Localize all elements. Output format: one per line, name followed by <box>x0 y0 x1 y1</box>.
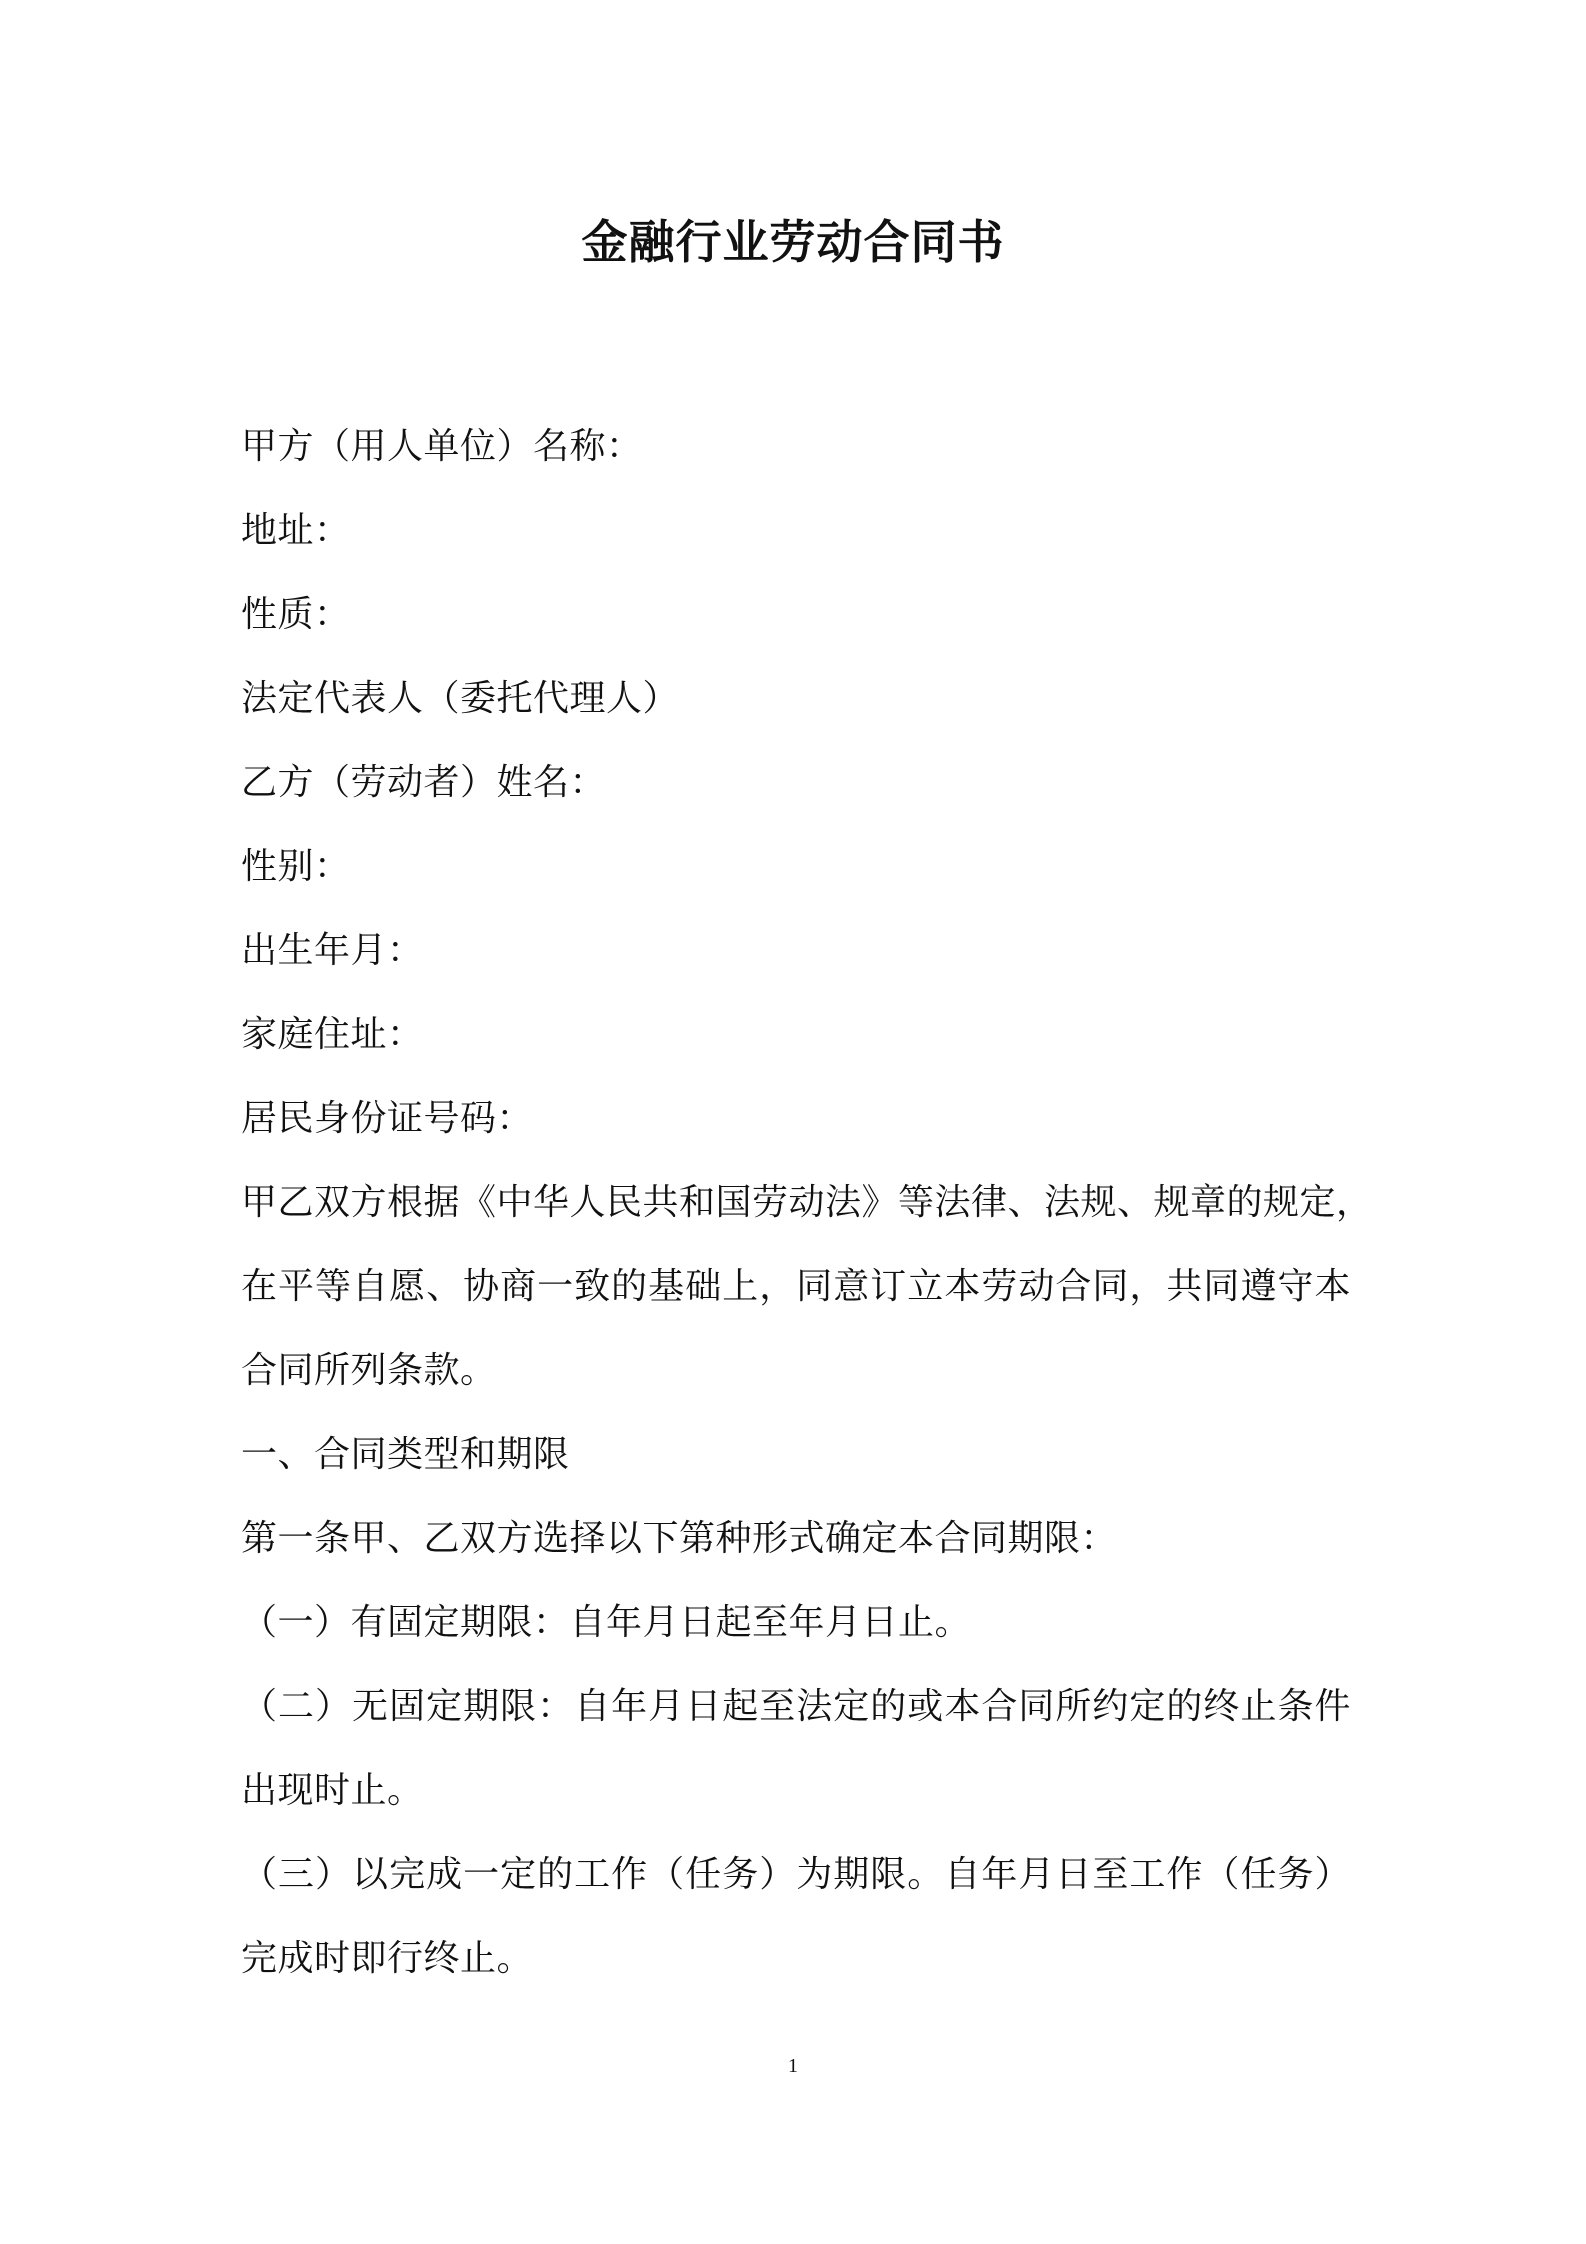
field-legal-representative: 法定代表人（委托代理人） <box>241 678 680 719</box>
field-id-number: 居民身份证号码： <box>241 1098 534 1139</box>
preamble-line-3: 合同所列条款。 <box>241 1350 497 1391</box>
clause-2-open-term-line-1: （二）无固定期限：自年月日起至法定的或本合同所约定的终止条件 <box>241 1686 1351 1727</box>
document-title: 金融行业劳动合同书 <box>581 215 1005 269</box>
article-1: 第一条甲、乙双方选择以下第种形式确定本合同期限： <box>241 1518 1118 1559</box>
field-address: 地址： <box>241 510 351 551</box>
section-heading-contract-type: 一、合同类型和期限 <box>241 1434 570 1475</box>
preamble-line-2: 在平等自愿、协商一致的基础上，同意订立本劳动合同，共同遵守本 <box>241 1266 1351 1307</box>
clause-2-open-term-line-2: 出现时止。 <box>241 1770 424 1811</box>
field-birth-date: 出生年月： <box>241 930 424 971</box>
preamble-line-1: 甲乙双方根据《中华人民共和国劳动法》等法律、法规、规章的规定， <box>241 1182 1373 1223</box>
clause-3-task-term-line-2: 完成时即行终止。 <box>241 1938 534 1979</box>
clause-3-task-term-line-1: （三）以完成一定的工作（任务）为期限。自年月日至工作（任务） <box>241 1854 1351 1895</box>
document-body <box>241 405 1373 2001</box>
field-gender: 性别： <box>241 846 351 887</box>
field-party-b-name: 乙方（劳动者）姓名： <box>241 762 607 803</box>
field-nature: 性质： <box>241 594 351 635</box>
field-home-address: 家庭住址： <box>241 1014 424 1055</box>
page-number: 1 <box>788 2055 798 2077</box>
field-party-a-name: 甲方（用人单位）名称： <box>241 426 643 467</box>
clause-1-fixed-term: （一）有固定期限：自年月日起至年月日止。 <box>241 1602 972 1643</box>
